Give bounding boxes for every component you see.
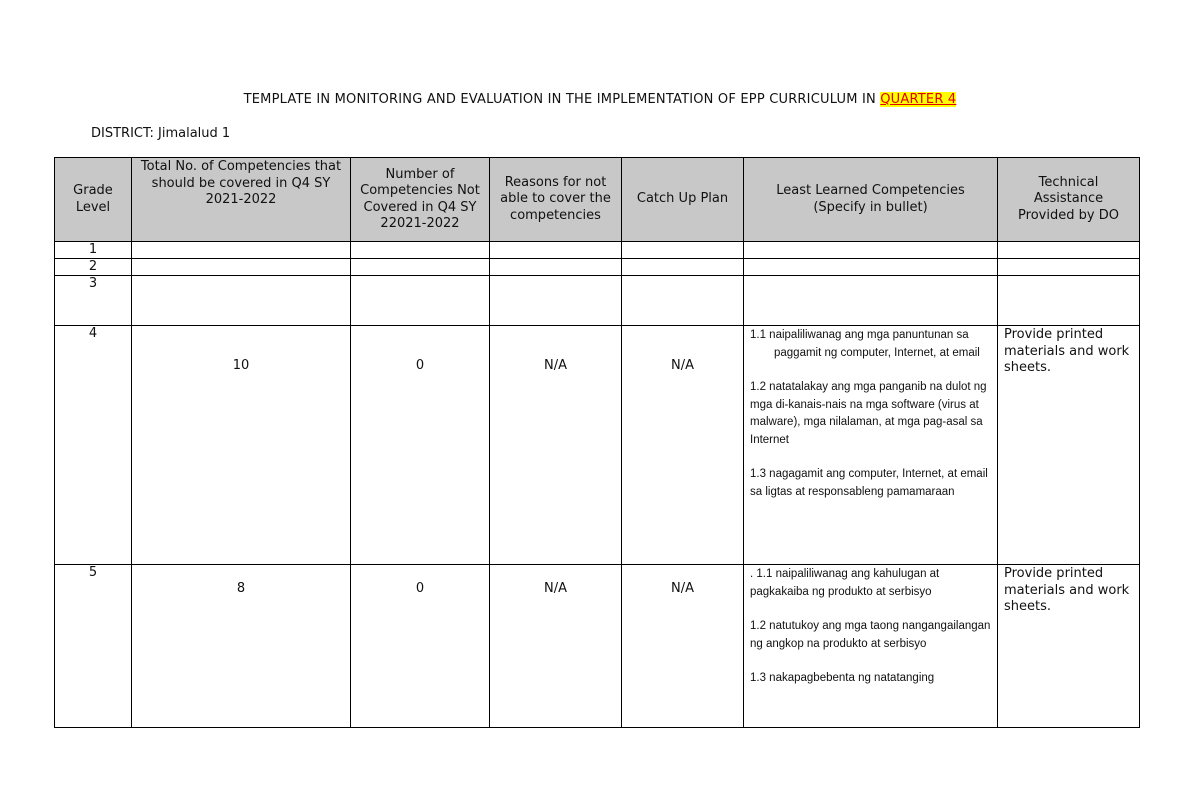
table-cell <box>622 259 744 276</box>
competency-item: . 1.1 naipaliliwanag ang kahulugan at pagkakaiba ng produkto at serbisyo <box>750 568 940 598</box>
grade-cell: 1 <box>55 242 132 259</box>
table-cell <box>622 276 744 326</box>
table-row <box>55 326 1140 565</box>
document-title <box>0 92 1200 107</box>
table-row <box>55 565 1140 728</box>
header-least-learned: Least Learned Competencies (Specify in bullet) <box>744 158 998 242</box>
table-cell <box>744 276 998 326</box>
not-covered-cell: 0 <box>351 326 490 565</box>
competency-item: 1.2 natatalakay ang mga panganib na dulot ng mga di-kanais-nais na mga software (virus at malware), mga nilalaman, at mga pag-asal sa Internet <box>750 381 987 446</box>
grade-cell: 4 <box>55 326 132 565</box>
table-cell <box>998 259 1140 276</box>
least-learned-cell <box>744 326 998 565</box>
competency-item: 1.3 nakapagbebenta ng natatanging <box>750 672 935 684</box>
table-cell <box>998 242 1140 259</box>
grade-cell: 5 <box>55 565 132 728</box>
total-competencies-cell: 10 <box>132 326 351 565</box>
header-row <box>55 158 1140 242</box>
table-cell <box>490 259 622 276</box>
header-not-covered: Number of Competencies Not Covered in Q4 SY 22021-2022 <box>351 158 490 242</box>
table-cell <box>744 259 998 276</box>
table-cell <box>132 259 351 276</box>
competency-item: 1.1 naipaliliwanag ang mga panuntunan sa paggamit ng computer, Internet, at email <box>750 329 980 359</box>
table-row <box>55 259 1140 276</box>
header-catch-up-plan: Catch Up Plan <box>622 158 744 242</box>
table-cell <box>132 242 351 259</box>
competency-item: 1.3 nagagamit ang computer, Internet, at email sa ligtas at responsableng pamamaraan <box>750 468 988 498</box>
header-reasons: Reasons for not able to cover the competencies <box>490 158 622 242</box>
title-text: TEMPLATE IN MONITORING AND EVALUATION IN THE IMPLEMENTATION OF EPP CURRICULUM IN <box>243 92 881 107</box>
catch-up-cell: N/A <box>622 326 744 565</box>
least-learned-cell <box>744 565 998 728</box>
reasons-cell: N/A <box>490 565 622 728</box>
competency-item: 1.2 natutukoy ang mga taong nangangailangan ng angkop na produkto at serbisyo <box>750 620 991 650</box>
not-covered-cell: 0 <box>351 565 490 728</box>
header-technical-assistance: Technical Assistance Provided by DO <box>998 158 1140 242</box>
table-cell <box>132 276 351 326</box>
grade-cell: 3 <box>55 276 132 326</box>
title-highlight: QUARTER 4 <box>880 92 957 107</box>
table-cell <box>490 242 622 259</box>
technical-assistance-cell: Provide printed materials and work sheets. <box>998 326 1140 565</box>
table-cell <box>622 242 744 259</box>
table-cell <box>744 242 998 259</box>
header-grade-level: Grade Level <box>55 158 132 242</box>
table-cell <box>998 276 1140 326</box>
table-cell <box>351 276 490 326</box>
catch-up-cell: N/A <box>622 565 744 728</box>
total-competencies-cell: 8 <box>132 565 351 728</box>
monitoring-table <box>54 157 1140 728</box>
grade-cell: 2 <box>55 259 132 276</box>
table-row <box>55 242 1140 259</box>
table-cell <box>490 276 622 326</box>
reasons-cell: N/A <box>490 326 622 565</box>
table-cell <box>351 259 490 276</box>
district-label: DISTRICT: Jimalalud 1 <box>91 126 231 141</box>
header-total-competencies: Total No. of Competencies that should be covered in Q4 SY 2021-2022 <box>132 158 351 242</box>
technical-assistance-cell: Provide printed materials and work sheets. <box>998 565 1140 728</box>
table-cell <box>351 242 490 259</box>
table-row <box>55 276 1140 326</box>
